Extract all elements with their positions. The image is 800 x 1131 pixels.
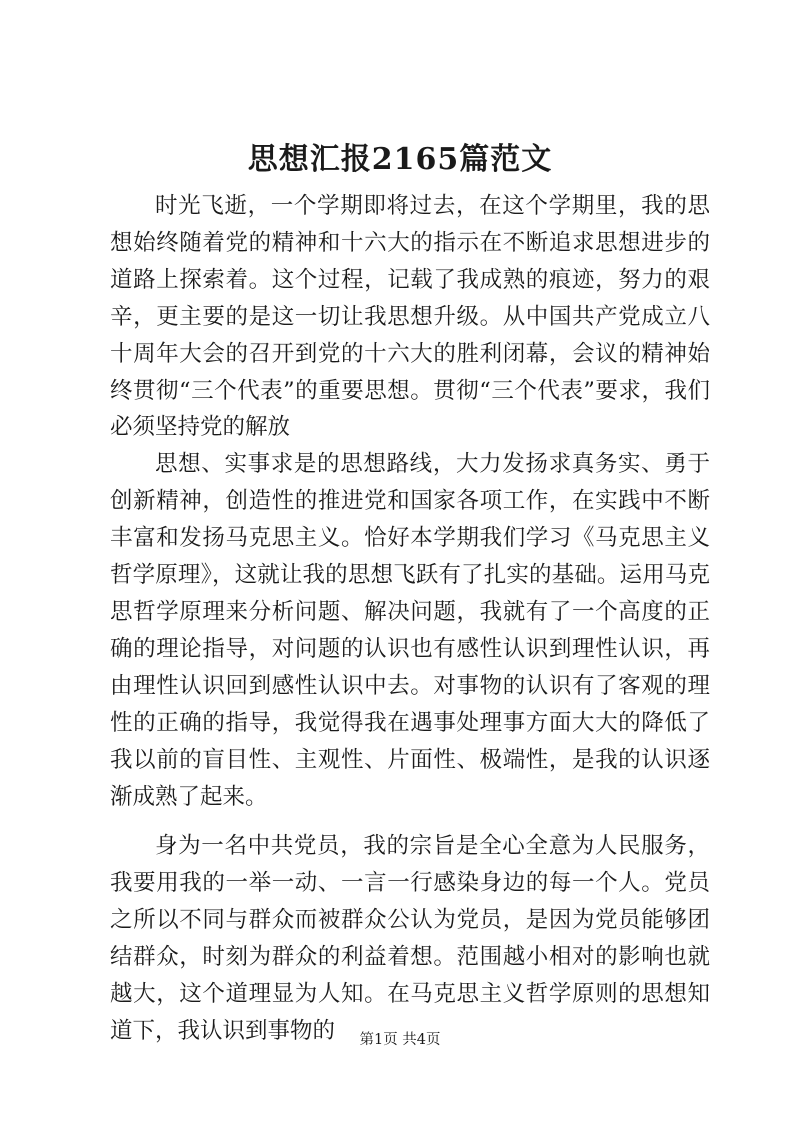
- page-number-footer: 第1页 共4页: [359, 1032, 441, 1048]
- paragraph-3: 身为一名中共党员，我的宗旨是全心全意为人民服务，我要用我的一举一动、一言一行感染身边的每一个人。党员之所以不同与群众而被群众公认为党员，是因为党员能够团结群众，时刻为群众的利益着想。范围越小相对的影响也就越大，这个道理显为人知。在马克思主义哲学原则的思想知道下，我认识到事物的: [110, 833, 710, 1044]
- paragraph-1: 时光飞逝，一个学期即将过去，在这个学期里，我的思想始终随着党的精神和十六大的指示在不断追求思想进步的道路上探索着。这个过程，记载了我成熟的痕迹，努力的艰辛，更主要的是这一切让我思想升级。从中国共产党成立八十周年大会的召开到党的十六大的胜利闭幕，会议的精神始终贯彻“三个代表”的重要思想。贯彻“三个代表”要求，我们必须坚持党的解放: [110, 193, 710, 441]
- document-body: [110, 188, 710, 1050]
- document-title: 思想汇报2165篇范文: [247, 142, 553, 177]
- paragraph-2: 思想、实事求是的思想路线，大力发扬求真务实、勇于创新精神，创造性的推进党和国家各项工作，在实践中不断丰富和发扬马克思主义。恰好本学期我们学习《马克思主义哲学原理》，这就让我的思想飞跃有了扎实的基础。运用马克思哲学原理来分析问题、解决问题，我就有了一个高度的正确的理论指导，对问题的认识也有感性认识到理性认识，再由理性认识回到感性认识中去。对事物的认识有了客观的理性的正确的指导，我觉得我在遇事处理事方面大大的降低了我以前的盲目性、主观性、片面性、极端性，是我的认识逐渐成熟了起来。: [110, 451, 710, 810]
